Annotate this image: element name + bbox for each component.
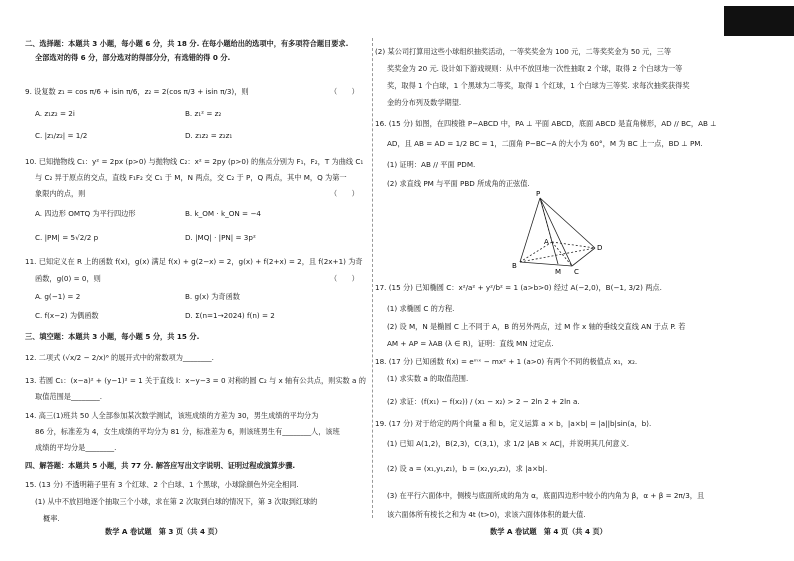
question-16-part1: (1) 证明：AB // 平面 PDM. — [387, 160, 476, 169]
q11-option-c: C. f(x−2) 为偶函数 — [35, 311, 99, 320]
question-11-paren: （ ） — [330, 274, 359, 283]
question-9: 9. 设复数 z₁ = cos π/6 + isin π/6，z₂ = 2(cos π/3 + isin π/3)，则 — [25, 87, 249, 96]
pyramid-figure — [510, 190, 610, 280]
question-18-part1: (1) 求实数 a 的取值范围. — [387, 374, 469, 383]
question-15-part1-cont: 概率. — [43, 514, 60, 523]
section-3-heading: 三、填空题：本题共 3 小题，每小题 5 分，共 15 分. — [25, 332, 200, 341]
question-14-line1: 14. 高三(1)班共 50 人全部参加某次数学测试，该班成绩的方差为 30，男生成绩的平均分为 — [25, 411, 319, 420]
question-10-line2: 与 C₂ 异于原点的交点，直线 F₁F₂ 交 C₁ 于 M，N 两点，交 C₂ 于 P，Q 两点，其中 M，Q 为第一 — [35, 173, 347, 182]
q15-part2-line2: 奖奖金为 20 元. 设计如下游戏规则：从中不放回地一次性抽取 2 个球，取得 2 个白球为一等 — [387, 64, 683, 73]
question-10-paren: （ ） — [330, 189, 359, 198]
question-12: 12. 二项式 (√x/2 − 2/x)⁶ 的展开式中的常数项为________. — [25, 353, 214, 362]
q10-option-b: B. k_OM · k_ON = −4 — [185, 209, 261, 218]
q9-option-b: B. z₁² = z₂ — [185, 109, 222, 118]
fig-label-p: P — [536, 190, 541, 198]
footer-page-4: 数学 A 卷试题 第 4 页（共 4 页） — [490, 527, 607, 536]
page-divider — [372, 38, 373, 518]
corner-black-mark — [724, 6, 794, 36]
question-19-line1: 19. (17 分) 对于给定的两个向量 a 和 b，定义运算 a × b，|a×b| = |a||b|sin⟨a，b⟩. — [375, 419, 652, 428]
question-15-part1: (1) 从中不放回地逐个抽取三个小球，求在第 2 次取到白球的情况下，第 3 次取到红球的 — [35, 497, 318, 506]
q15-part2-line3: 奖，取得 1 个白球，1 个黑球为二等奖，取得 1 个红球，1 个白球为三等奖. 求每次抽奖获得奖 — [387, 81, 690, 90]
question-13-line2: 取值范围是________. — [35, 392, 102, 401]
question-11-line2: 函数，g(0) = 0，则 — [35, 274, 101, 283]
q9-option-c: C. |z₁/z₂| = 1/2 — [35, 131, 88, 140]
question-18-part2: (2) 求证：(f(x₁) − f(x₂)) / (x₁ − x₂) > 2 − 2ln 2 + 2ln a. — [387, 397, 580, 406]
question-17-part2: (2) 设 M，N 是椭圆 C 上不同于 A，B 的另外两点，过 M 作 x 轴的垂线交直线 AN 于点 P. 若 — [387, 322, 686, 331]
fig-label-b: B — [512, 262, 517, 270]
q9-option-a: A. z₁z₂ = 2i — [35, 109, 75, 118]
q11-option-b: B. g(x) 为奇函数 — [185, 292, 240, 301]
q10-option-a: A. 四边形 OMTQ 为平行四边形 — [35, 209, 136, 218]
fig-label-m: M — [555, 268, 562, 276]
q11-option-d: D. Σ(n=1→2024) f(n) = 2 — [185, 311, 275, 320]
question-16-line2: AD，且 AB = AD = 1/2 BC = 1，二面角 P−BC−A 的大小为 60°，M 为 BC 上一点，BD ⊥ PM. — [387, 139, 703, 148]
section-2-heading: 二、选择题：本题共 3 小题，每小题 6 分，共 18 分. 在每小题给出的选项中，有多项符合题目要求. — [25, 39, 349, 48]
question-19-part1: (1) 已知 A(1,2)，B(2,3)，C(3,1)，求 1/2 |AB × AC|，并说明其几何意义. — [387, 439, 630, 448]
question-13-line1: 13. 若圆 C₁：(x−a)² + (y−1)² = 1 关于直线 l：x−y−3 = 0 对称的圆 C₂ 与 x 轴有公共点，则实数 a 的 — [25, 376, 366, 385]
question-14-line3: 成绩的平均分是________. — [35, 443, 117, 452]
section-4-heading: 四、解答题：本题共 5 小题，共 77 分. 解答应写出文字说明、证明过程或演算步骤. — [25, 461, 296, 470]
question-14-line2: 86 分，标准差为 4，女生成绩的平均分为 81 分，标准差为 6，则该班男生有________人，该班 — [35, 427, 340, 436]
q10-option-d: D. |MQ| · |PN| = 3p² — [185, 233, 256, 242]
section-2-instructions: 全部选对的得 6 分，部分选对的得部分分，有选错的得 0 分. — [35, 53, 231, 62]
q10-option-c: C. |PM| = 5√2/2 p — [35, 233, 99, 242]
fig-label-d: D — [597, 244, 603, 252]
question-18-line1: 18. (17 分) 已知函数 f(x) = eᵐˣ − mx² + 1 (a>0) 有两个不同的极值点 x₁，x₂. — [375, 357, 638, 366]
question-11-line1: 11. 已知定义在 R 上的函数 f(x)，g(x) 满足 f(x) + g(2−x) = 2，g(x) + f(2+x) = 2，且 f(2x+1) 为奇 — [25, 257, 363, 266]
q9-option-d: D. z₁z₂ = z₂z₁ — [185, 131, 233, 140]
question-19-part3-cont: 该六面体所有棱长之和为 4t (t>0)，求该六面体体积的最大值. — [387, 510, 586, 519]
fig-label-c: C — [574, 268, 579, 276]
q15-part2-line1: (2) 某公司打算用这些小球组织抽奖活动，一等奖奖金为 100 元，二等奖奖金为 50 元，三等 — [375, 47, 672, 56]
question-16-part2: (2) 求直线 PM 与平面 PBD 所成角的正弦值. — [387, 179, 530, 188]
footer-page-3: 数学 A 卷试题 第 3 页（共 4 页） — [105, 527, 222, 536]
question-19-part3: (3) 在平行六面体中，侧棱与底面所成的角为 α，底面四边形中较小的内角为 β，α + β = 2π/3，且 — [387, 491, 705, 500]
q11-option-a: A. g(−1) = 2 — [35, 292, 81, 301]
question-17-part2-cont: AM + AP = λAB (λ ∈ R)，证明：直线 MN 过定点. — [387, 339, 554, 348]
question-19-part2: (2) 设 a = (x₁,y₁,z₁)，b = (x₂,y₂,z₂)，求 |a×b|. — [387, 464, 548, 473]
question-16-line1: 16. (15 分) 如图，在四棱锥 P−ABCD 中，PA ⊥ 平面 ABCD，底面 ABCD 是直角梯形，AD // BC，AB ⊥ — [375, 119, 717, 128]
question-17-part1: (1) 求椭圆 C 的方程. — [387, 304, 455, 313]
question-15-line1: 15. (13 分) 不透明箱子里有 3 个红球、2 个白球、1 个黑球，小球除颜色外完全相同. — [25, 480, 299, 489]
question-9-paren: （ ） — [330, 87, 359, 96]
question-10-line3: 象限内的点，则 — [35, 189, 86, 198]
fig-label-a: A — [544, 238, 549, 246]
question-17-line1: 17. (15 分) 已知椭圆 C：x²/a² + y²/b² = 1 (a>b>0) 经过 A(−2,0)，B(−1, 3/2) 两点. — [375, 283, 662, 292]
q15-part2-line4: 金的分布列及数学期望. — [387, 98, 462, 107]
question-10-line1: 10. 已知抛物线 C₁：y² = 2px (p>0) 与抛物线 C₂：x² = 2py (p>0) 的焦点分别为 F₁，F₂，T 为曲线 C₁ — [25, 157, 364, 166]
